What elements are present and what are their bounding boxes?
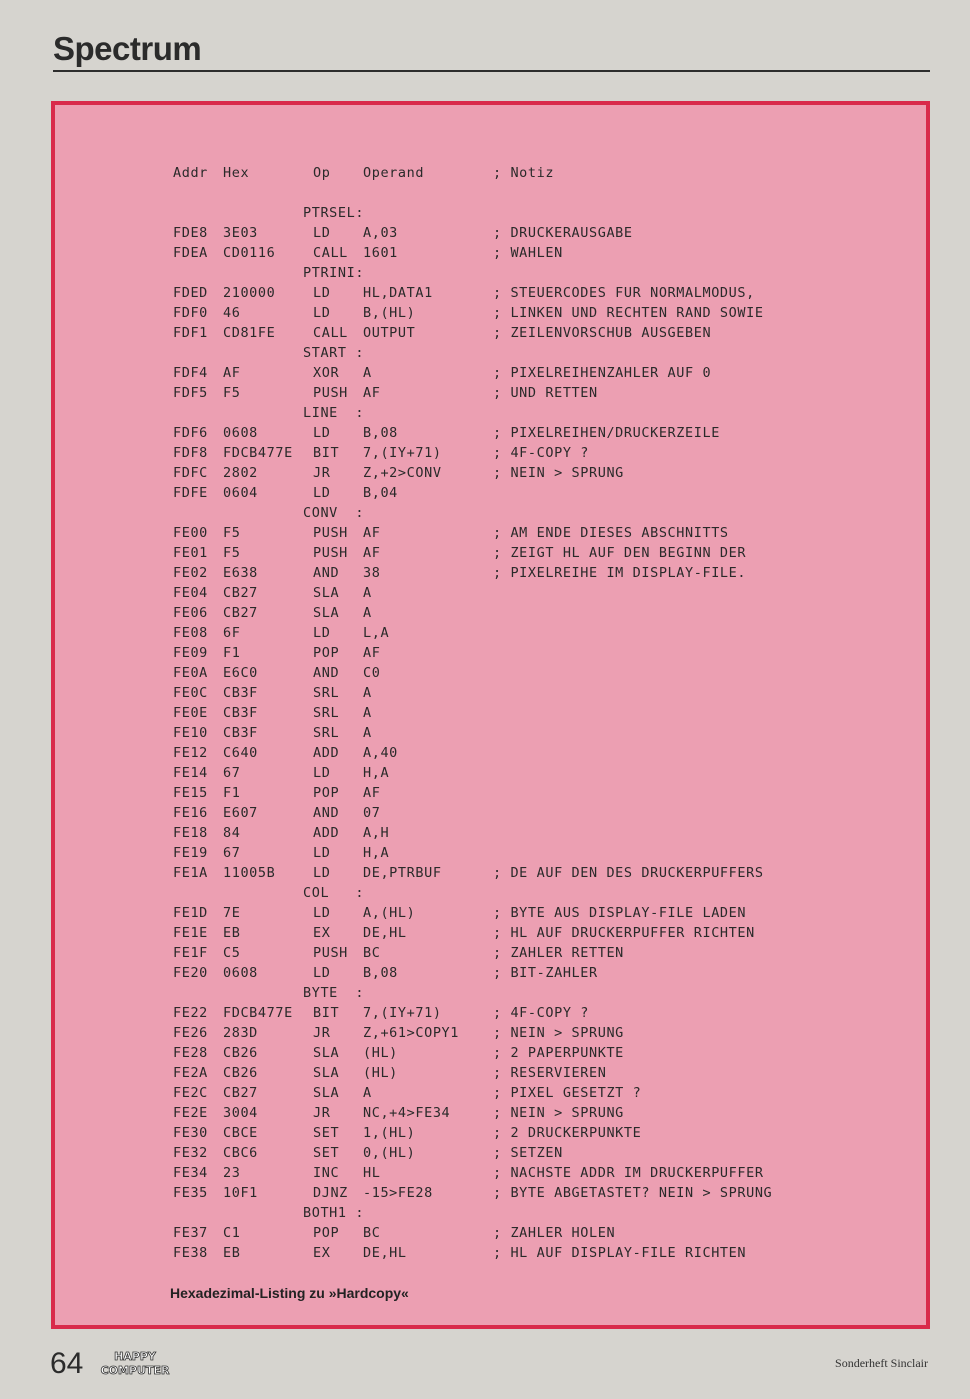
op-cell: CALL: [313, 325, 348, 341]
operand-cell: Z,+2>CONV: [363, 465, 442, 481]
addr-cell: FE35: [173, 1185, 208, 1201]
code-line: [173, 1223, 616, 1243]
addr-cell: FDF5: [173, 385, 208, 401]
label-text: COL :: [303, 885, 365, 901]
hex-cell: CB26: [223, 1045, 258, 1061]
op-cell: SLA: [313, 585, 340, 601]
hex-cell: 67: [223, 765, 241, 781]
code-line: [173, 1163, 764, 1183]
operand-cell: -15>FE28: [363, 1185, 433, 1201]
operand-cell: AF: [363, 525, 381, 541]
op-cell: ADD: [313, 745, 340, 761]
code-line: [173, 583, 372, 603]
addr-cell: FE26: [173, 1025, 208, 1041]
addr-cell: FE37: [173, 1225, 208, 1241]
op-cell: SLA: [313, 1085, 340, 1101]
note-cell: ; PIXELREIHE IM DISPLAY-FILE.: [493, 565, 747, 581]
operand-cell: AF: [363, 645, 381, 661]
addr-cell: FE08: [173, 625, 208, 641]
code-line: [173, 1103, 624, 1123]
note-cell: ; 4F-COPY ?: [493, 445, 590, 461]
hex-cell: 7E: [223, 905, 241, 921]
addr-cell: FE1F: [173, 945, 208, 961]
hex-cell: 84: [223, 825, 241, 841]
operand-cell: 38: [363, 565, 381, 581]
op-cell: SLA: [313, 1045, 340, 1061]
operand-cell: DE,HL: [363, 1245, 407, 1261]
code-line: [173, 383, 598, 403]
hex-cell: FDCB477E: [223, 1005, 293, 1021]
operand-cell: NC,+4>FE34: [363, 1105, 451, 1121]
op-cell: LD: [313, 625, 331, 641]
note-cell: ; RESERVIEREN: [493, 1065, 607, 1081]
addr-cell: FE12: [173, 745, 208, 761]
op-cell: SRL: [313, 685, 340, 701]
code-line: [173, 903, 747, 923]
col-note-header: ; Notiz: [493, 165, 555, 181]
label-text: BYTE :: [303, 985, 365, 1001]
addr-cell: FE01: [173, 545, 208, 561]
operand-cell: AF: [363, 385, 381, 401]
op-cell: SET: [313, 1145, 340, 1161]
label-line: [173, 403, 365, 423]
note-cell: ; ZEILENVORSCHUB AUSGEBEN: [493, 325, 712, 341]
op-cell: EX: [313, 925, 331, 941]
hex-cell: 2802: [223, 465, 258, 481]
hex-cell: CBCE: [223, 1125, 258, 1141]
op-cell: POP: [313, 785, 340, 801]
code-line: [173, 1023, 624, 1043]
operand-cell: A: [363, 705, 372, 721]
operand-cell: B,08: [363, 425, 398, 441]
code-line: [173, 543, 747, 563]
operand-cell: B,04: [363, 485, 398, 501]
note-cell: ; PIXELREIHENZAHLER AUF 0: [493, 365, 712, 381]
addr-cell: FDF8: [173, 445, 208, 461]
addr-cell: FE0E: [173, 705, 208, 721]
code-line: [173, 323, 712, 343]
op-cell: POP: [313, 645, 340, 661]
hex-cell: EB: [223, 1245, 241, 1261]
hex-cell: F1: [223, 785, 241, 801]
op-cell: PUSH: [313, 525, 348, 541]
operand-cell: 07: [363, 805, 381, 821]
code-line: [173, 863, 764, 883]
label-line: [173, 883, 365, 903]
addr-cell: FE00: [173, 525, 208, 541]
addr-cell: FE10: [173, 725, 208, 741]
hex-cell: F5: [223, 545, 241, 561]
op-cell: SRL: [313, 725, 340, 741]
note-cell: ; ZAHLER HOLEN: [493, 1225, 616, 1241]
note-cell: ; LINKEN UND RECHTEN RAND SOWIE: [493, 305, 764, 321]
op-cell: BIT: [313, 445, 340, 461]
code-listing: [173, 163, 773, 1263]
hex-cell: EB: [223, 925, 241, 941]
addr-cell: FE19: [173, 845, 208, 861]
code-line: [173, 303, 764, 323]
note-cell: ; HL AUF DISPLAY-FILE RICHTEN: [493, 1245, 747, 1261]
addr-cell: FE1E: [173, 925, 208, 941]
label-line: [173, 263, 365, 283]
hex-cell: CB3F: [223, 705, 258, 721]
op-cell: AND: [313, 805, 340, 821]
op-cell: LD: [313, 905, 331, 921]
addr-cell: FE38: [173, 1245, 208, 1261]
hex-cell: 46: [223, 305, 241, 321]
note-cell: ; NACHSTE ADDR IM DRUCKERPUFFER: [493, 1165, 764, 1181]
code-line: [173, 563, 747, 583]
hex-cell: F1: [223, 645, 241, 661]
note-cell: ; 4F-COPY ?: [493, 1005, 590, 1021]
addr-cell: FDF1: [173, 325, 208, 341]
code-line: [173, 483, 398, 503]
code-line: [173, 643, 381, 663]
addr-cell: FE04: [173, 585, 208, 601]
operand-cell: A,(HL): [363, 905, 416, 921]
operand-cell: H,A: [363, 845, 390, 861]
operand-cell: 0,(HL): [363, 1145, 416, 1161]
operand-cell: H,A: [363, 765, 390, 781]
operand-cell: AF: [363, 785, 381, 801]
hex-cell: 11005B: [223, 865, 276, 881]
operand-cell: 7,(IY+71): [363, 445, 442, 461]
operand-cell: (HL): [363, 1065, 398, 1081]
op-cell: XOR: [313, 365, 340, 381]
addr-cell: FE0A: [173, 665, 208, 681]
addr-cell: FDED: [173, 285, 208, 301]
note-cell: ; DRUCKERAUSGABE: [493, 225, 633, 241]
note-cell: ; PIXEL GESETZT ?: [493, 1085, 642, 1101]
addr-cell: FE2A: [173, 1065, 208, 1081]
addr-cell: FDEA: [173, 245, 208, 261]
note-cell: ; AM ENDE DIESES ABSCHNITTS: [493, 525, 729, 541]
hex-cell: 10F1: [223, 1185, 258, 1201]
addr-cell: FE2C: [173, 1085, 208, 1101]
col-hex-header: Hex: [223, 165, 250, 181]
op-cell: INC: [313, 1165, 340, 1181]
op-cell: LD: [313, 425, 331, 441]
happy-computer-logo: [98, 1347, 172, 1379]
op-cell: LD: [313, 845, 331, 861]
operand-cell: A,H: [363, 825, 390, 841]
operand-cell: BC: [363, 1225, 381, 1241]
addr-cell: FE20: [173, 965, 208, 981]
code-line: [173, 243, 563, 263]
hex-cell: C640: [223, 745, 258, 761]
header-rule: [53, 70, 930, 72]
hex-cell: CB27: [223, 605, 258, 621]
op-cell: POP: [313, 1225, 340, 1241]
operand-cell: BC: [363, 945, 381, 961]
hex-cell: E607: [223, 805, 258, 821]
op-cell: LD: [313, 965, 331, 981]
page-number: 64: [50, 1347, 84, 1380]
code-line: [173, 743, 398, 763]
addr-cell: FDFC: [173, 465, 208, 481]
operand-cell: OUTPUT: [363, 325, 416, 341]
label-line: [173, 503, 365, 523]
svg-text:COMPUTER: COMPUTER: [100, 1364, 170, 1377]
op-cell: SLA: [313, 605, 340, 621]
addr-cell: FE34: [173, 1165, 208, 1181]
operand-cell: A,03: [363, 225, 398, 241]
op-cell: JR: [313, 1105, 331, 1121]
op-cell: CALL: [313, 245, 348, 261]
op-cell: LD: [313, 485, 331, 501]
op-cell: SET: [313, 1125, 340, 1141]
svg-text:HAPPY: HAPPY: [114, 1350, 156, 1363]
hex-cell: CB3F: [223, 685, 258, 701]
hex-cell: 23: [223, 1165, 241, 1181]
operand-cell: A,40: [363, 745, 398, 761]
hex-cell: CB26: [223, 1065, 258, 1081]
hex-cell: FDCB477E: [223, 445, 293, 461]
code-line: [173, 363, 712, 383]
note-cell: ; UND RETTEN: [493, 385, 598, 401]
hex-cell: CBC6: [223, 1145, 258, 1161]
note-cell: ; WAHLEN: [493, 245, 563, 261]
hex-cell: CD81FE: [223, 325, 276, 341]
addr-cell: FE0C: [173, 685, 208, 701]
code-line: [173, 943, 624, 963]
note-cell: ; HL AUF DRUCKERPUFFER RICHTEN: [493, 925, 755, 941]
hex-cell: 210000: [223, 285, 276, 301]
code-line: [173, 683, 372, 703]
operand-cell: A: [363, 605, 372, 621]
operand-cell: (HL): [363, 1045, 398, 1061]
hex-cell: 6F: [223, 625, 241, 641]
operand-cell: DE,PTRBUF: [363, 865, 442, 881]
code-line: [173, 423, 720, 443]
note-cell: ; NEIN > SPRUNG: [493, 465, 624, 481]
label-text: PTRSEL:: [303, 205, 365, 221]
op-cell: JR: [313, 1025, 331, 1041]
code-line: [173, 1043, 624, 1063]
code-line: [173, 703, 372, 723]
op-cell: LD: [313, 285, 331, 301]
operand-cell: A: [363, 585, 372, 601]
col-addr-header: Addr: [173, 165, 208, 181]
operand-cell: 1,(HL): [363, 1125, 416, 1141]
op-cell: SLA: [313, 1065, 340, 1081]
op-cell: SRL: [313, 705, 340, 721]
listing-box: [51, 101, 930, 1329]
hex-cell: 67: [223, 845, 241, 861]
note-cell: ; ZAHLER RETTEN: [493, 945, 624, 961]
code-line: [173, 963, 598, 983]
code-line: [173, 803, 381, 823]
operand-cell: C0: [363, 665, 381, 681]
op-cell: JR: [313, 465, 331, 481]
code-line: [173, 1003, 590, 1023]
operand-cell: A: [363, 725, 372, 741]
hex-cell: C5: [223, 945, 241, 961]
code-line: [173, 623, 390, 643]
label-text: START :: [303, 345, 365, 361]
code-line: [173, 443, 590, 463]
column-headers: [173, 163, 555, 183]
hex-cell: F5: [223, 525, 241, 541]
code-line: [173, 1123, 642, 1143]
hex-cell: CD0116: [223, 245, 276, 261]
operand-cell: HL,DATA1: [363, 285, 433, 301]
code-line: [173, 843, 390, 863]
addr-cell: FE15: [173, 785, 208, 801]
label-line: [173, 203, 365, 223]
addr-cell: FE1D: [173, 905, 208, 921]
label-text: PTRINI:: [303, 265, 365, 281]
code-line: [173, 823, 390, 843]
note-cell: ; PIXELREIHEN/DRUCKERZEILE: [493, 425, 720, 441]
label-line: [173, 343, 365, 363]
addr-cell: FDE8: [173, 225, 208, 241]
op-cell: BIT: [313, 1005, 340, 1021]
col-operand-header: Operand: [363, 165, 425, 181]
op-cell: EX: [313, 1245, 331, 1261]
operand-cell: A: [363, 1085, 372, 1101]
code-line: [173, 1083, 642, 1103]
addr-cell: FE09: [173, 645, 208, 661]
operand-cell: 7,(IY+71): [363, 1005, 442, 1021]
code-line: [173, 763, 390, 783]
label-text: BOTH1 :: [303, 1205, 365, 1221]
note-cell: ; NEIN > SPRUNG: [493, 1105, 624, 1121]
note-cell: ; BIT-ZAHLER: [493, 965, 598, 981]
operand-cell: B,(HL): [363, 305, 416, 321]
note-cell: ; NEIN > SPRUNG: [493, 1025, 624, 1041]
note-cell: ; DE AUF DEN DES DRUCKERPUFFERS: [493, 865, 764, 881]
hex-cell: E6C0: [223, 665, 258, 681]
addr-cell: FE22: [173, 1005, 208, 1021]
note-cell: ; SETZEN: [493, 1145, 563, 1161]
hex-cell: 3004: [223, 1105, 258, 1121]
op-cell: AND: [313, 565, 340, 581]
operand-cell: A: [363, 365, 372, 381]
code-line: [173, 1183, 773, 1203]
addr-cell: FDF0: [173, 305, 208, 321]
label-line: [173, 1203, 365, 1223]
hex-cell: 0608: [223, 425, 258, 441]
note-cell: ; ZEIGT HL AUF DEN BEGINN DER: [493, 545, 747, 561]
label-text: LINE :: [303, 405, 365, 421]
listing-caption: Hexadezimal-Listing zu »Hardcopy«: [170, 1285, 409, 1301]
code-line: [173, 663, 381, 683]
code-line: [173, 183, 222, 203]
addr-cell: FE32: [173, 1145, 208, 1161]
note-cell: ; BYTE AUS DISPLAY-FILE LADEN: [493, 905, 747, 921]
note-cell: ; BYTE ABGETASTET? NEIN > SPRUNG: [493, 1185, 773, 1201]
footer-publication: Sonderheft Sinclair: [835, 1356, 928, 1370]
hex-cell: 3E03: [223, 225, 258, 241]
op-cell: LD: [313, 305, 331, 321]
op-cell: AND: [313, 665, 340, 681]
code-line: [173, 723, 372, 743]
operand-cell: 1601: [363, 245, 398, 261]
operand-cell: A: [363, 685, 372, 701]
code-line: [173, 923, 755, 943]
addr-cell: FE06: [173, 605, 208, 621]
note-cell: ; 2 DRUCKERPUNKTE: [493, 1125, 642, 1141]
code-line: [173, 523, 729, 543]
code-line: [173, 1143, 563, 1163]
hex-cell: E638: [223, 565, 258, 581]
hex-cell: 0608: [223, 965, 258, 981]
label-line: [173, 983, 365, 1003]
op-cell: PUSH: [313, 385, 348, 401]
code-line: [173, 1063, 607, 1083]
addr-cell: FE2E: [173, 1105, 208, 1121]
op-cell: ADD: [313, 825, 340, 841]
addr-cell: FE02: [173, 565, 208, 581]
addr-cell: FDFE: [173, 485, 208, 501]
op-cell: PUSH: [313, 945, 348, 961]
operand-cell: HL: [363, 1165, 381, 1181]
op-cell: DJNZ: [313, 1185, 348, 1201]
hex-cell: CB27: [223, 585, 258, 601]
hex-cell: CB27: [223, 1085, 258, 1101]
code-line: [173, 223, 633, 243]
addr-cell: FE16: [173, 805, 208, 821]
operand-cell: B,08: [363, 965, 398, 981]
op-cell: LD: [313, 225, 331, 241]
op-cell: PUSH: [313, 545, 348, 561]
hex-cell: 0604: [223, 485, 258, 501]
addr-cell: FE30: [173, 1125, 208, 1141]
page-title: Spectrum: [53, 30, 202, 67]
code-line: [173, 783, 381, 803]
code-line: [173, 283, 755, 303]
operand-cell: DE,HL: [363, 925, 407, 941]
hex-cell: 283D: [223, 1025, 258, 1041]
addr-cell: FE14: [173, 765, 208, 781]
operand-cell: Z,+61>COPY1: [363, 1025, 460, 1041]
note-cell: ; 2 PAPERPUNKTE: [493, 1045, 624, 1061]
col-op-header: Op: [313, 165, 331, 181]
operand-cell: AF: [363, 545, 381, 561]
hex-cell: F5: [223, 385, 241, 401]
hex-cell: C1: [223, 1225, 241, 1241]
operand-cell: L,A: [363, 625, 390, 641]
label-text: CONV :: [303, 505, 365, 521]
op-cell: LD: [313, 865, 331, 881]
op-cell: LD: [313, 765, 331, 781]
code-line: [173, 463, 624, 483]
hex-cell: AF: [223, 365, 241, 381]
hex-cell: CB3F: [223, 725, 258, 741]
addr-cell: FDF4: [173, 365, 208, 381]
addr-cell: FE1A: [173, 865, 208, 881]
addr-cell: FE28: [173, 1045, 208, 1061]
note-cell: ; STEUERCODES FUR NORMALMODUS,: [493, 285, 755, 301]
code-line: [173, 603, 372, 623]
addr-cell: FE18: [173, 825, 208, 841]
code-line: [173, 1243, 747, 1263]
addr-cell: FDF6: [173, 425, 208, 441]
